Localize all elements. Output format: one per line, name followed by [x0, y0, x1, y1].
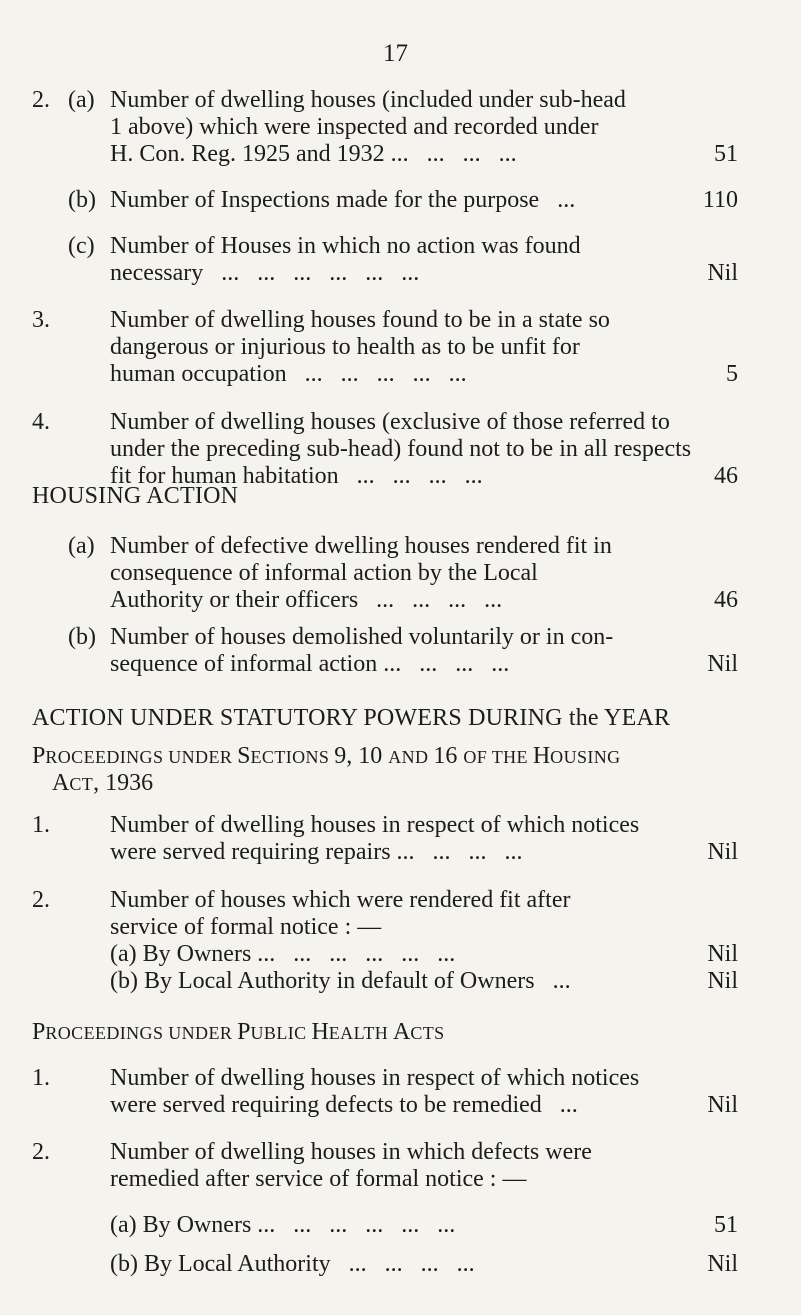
- housing-action-b-value: Nil: [707, 651, 738, 677]
- item-4-value: 46: [714, 463, 738, 489]
- item-4-line-2: under the preceding sub-head) found not to be in all respects: [110, 436, 692, 462]
- housing-act-item-1-line-1: Number of dwelling houses in respect of which notices: [110, 812, 640, 838]
- item-2c-label: (c): [68, 233, 95, 259]
- housing-action-b-line-1: Number of houses demolished voluntarily or in con-: [110, 624, 614, 650]
- item-4-line-3: fit for human habitation ... ... ... ...: [110, 463, 483, 489]
- item-2-label: 2.: [32, 87, 50, 113]
- public-health-subheading: PROCEEDINGS UNDER PUBLIC HEALTH ACTS: [32, 1019, 445, 1045]
- housing-action-a-line-2: consequence of informal action by the Local: [110, 560, 538, 586]
- public-health-item-1-label: 1.: [32, 1065, 50, 1091]
- public-health-item-2a-text: (a) By Owners ... ... ... ... ... ...: [110, 1212, 456, 1238]
- housing-act-item-1-line-2: were served requiring repairs ... ... ... ...: [110, 839, 523, 865]
- housing-act-item-2-line-1: Number of houses which were rendered fit after: [110, 887, 571, 913]
- item-2a-line-3: H. Con. Reg. 1925 and 1932 ... ... ... ...: [110, 141, 517, 167]
- housing-act-item-1-value: Nil: [707, 839, 738, 865]
- public-health-item-2b-value: Nil: [707, 1251, 738, 1277]
- item-2c-line-1: Number of Houses in which no action was found: [110, 233, 581, 259]
- housing-act-subheading-line-2: ACT, 1936: [52, 770, 154, 796]
- housing-action-heading: HOUSING ACTION: [32, 483, 239, 509]
- item-2b-value: 110: [702, 187, 738, 213]
- item-4-label: 4.: [32, 409, 50, 435]
- item-2c-line-2: necessary ... ... ... ... ... ...: [110, 260, 420, 286]
- public-health-item-1-line-2: were served requiring defects to be remedied ...: [110, 1092, 578, 1118]
- item-2b-label: (b): [68, 187, 96, 213]
- item-3-line-2: dangerous or injurious to health as to be unfit for: [110, 334, 580, 360]
- public-health-item-1-value: Nil: [707, 1092, 738, 1118]
- housing-action-a-value: 46: [714, 587, 738, 613]
- item-2c-value: Nil: [707, 260, 738, 286]
- housing-action-a-line-1: Number of defective dwelling houses rendered fit in: [110, 533, 612, 559]
- housing-act-item-2b-text: (b) By Local Authority in default of Owners ...: [110, 968, 571, 994]
- housing-act-subheading-line-1: PROCEEDINGS UNDER SECTIONS 9, 10 AND 16 OF THE HOUSING: [32, 743, 621, 769]
- item-3-line-1: Number of dwelling houses found to be in a state so: [110, 307, 610, 333]
- housing-action-a-line-3: Authority or their officers ... ... ... ...: [110, 587, 503, 613]
- public-health-item-2-line-2: remedied after service of formal notice : —: [110, 1166, 527, 1192]
- housing-act-item-2a-text: (a) By Owners ... ... ... ... ... ...: [110, 941, 456, 967]
- housing-act-item-1-label: 1.: [32, 812, 50, 838]
- housing-action-a-label: (a): [68, 533, 95, 559]
- public-health-item-2b-text: (b) By Local Authority ... ... ... ...: [110, 1251, 475, 1277]
- housing-act-item-2a-value: Nil: [707, 941, 738, 967]
- item-3-value: 5: [726, 361, 738, 387]
- item-3-label: 3.: [32, 307, 50, 333]
- item-2a-label: (a): [68, 87, 95, 113]
- item-2b-line-1: Number of Inspections made for the purpose ...: [110, 187, 576, 213]
- housing-act-item-2b-value: Nil: [707, 968, 738, 994]
- item-2a-value: 51: [714, 141, 738, 167]
- public-health-item-2-label: 2.: [32, 1139, 50, 1165]
- public-health-item-1-line-1: Number of dwelling houses in respect of which notices: [110, 1065, 640, 1091]
- statutory-heading: ACTION UNDER STATUTORY POWERS DURING the YEAR: [32, 705, 671, 731]
- item-2a-line-2: 1 above) which were inspected and recorded under: [110, 114, 599, 140]
- housing-act-item-2-label: 2.: [32, 887, 50, 913]
- housing-action-b-label: (b): [68, 624, 96, 650]
- housing-action-b-line-2: sequence of informal action ... ... ... ...: [110, 651, 510, 677]
- page-number: 17: [383, 40, 408, 67]
- item-2a-line-1: Number of dwelling houses (included under sub-head: [110, 87, 626, 113]
- public-health-item-2a-value: 51: [714, 1212, 738, 1238]
- public-health-item-2-line-1: Number of dwelling houses in which defects were: [110, 1139, 592, 1165]
- housing-act-item-2-line-2: service of formal notice : —: [110, 914, 382, 940]
- item-3-line-3: human occupation ... ... ... ... ...: [110, 361, 467, 387]
- item-4-line-1: Number of dwelling houses (exclusive of those referred to: [110, 409, 670, 435]
